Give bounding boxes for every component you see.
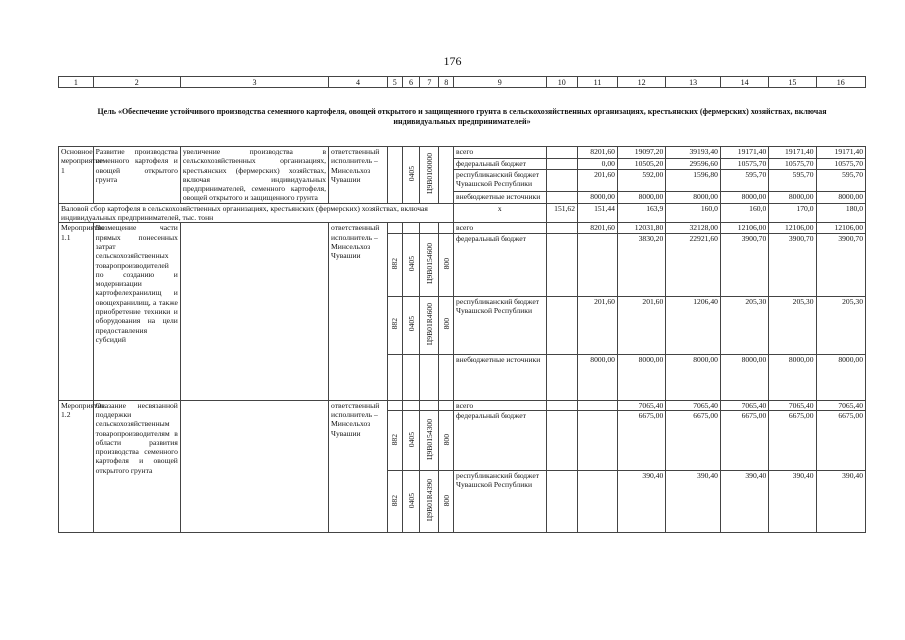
activity-1-1-type: Мероприятие 1.1	[59, 223, 94, 400]
value-cell	[546, 296, 578, 354]
value-cell: 8000,00	[617, 192, 665, 204]
value-cell: 390,40	[769, 470, 816, 532]
section-code-cell	[402, 470, 420, 532]
activity-1-1-row-total	[59, 223, 866, 233]
value-cell: 595,70	[769, 170, 816, 192]
header-col-14: 14	[720, 77, 768, 88]
value-cell: 205,30	[720, 296, 768, 354]
indicator-value: 151,62	[546, 203, 578, 223]
indicator-value: 151,44	[578, 203, 618, 223]
value-cell: 7065,40	[617, 400, 665, 410]
header-col-6: 6	[402, 77, 420, 88]
value-cell: 7065,40	[720, 400, 768, 410]
funding-source: всего	[454, 223, 546, 233]
value-cell: 390,40	[666, 470, 721, 532]
header-col-4: 4	[329, 77, 388, 88]
funding-source: внебюджетные источники	[454, 354, 546, 400]
goal-title: Цель «Обеспечение устойчивого производства семенного картофеля, овощей открытого и защищенного грунта в сельскохозяйственных организациях, крестьянских (фермерских) хозяйствах, включая индивидуальных предпринимателей»	[59, 88, 866, 147]
value-cell: 201,60	[578, 296, 618, 354]
admin-code: 882	[390, 433, 400, 446]
value-cell: 8000,00	[769, 192, 816, 204]
header-col-9: 9	[454, 77, 546, 88]
value-cell: 201,60	[578, 170, 618, 192]
value-cell: 19171,40	[720, 147, 768, 159]
page-number: 176	[443, 54, 462, 68]
expense-code: 800	[441, 318, 451, 330]
main-activity-responsible: ответственный исполнитель – Минсельхоз Чувашии	[329, 147, 388, 204]
activity-1-2-responsible: ответственный исполнитель – Минсельхоз Чувашии	[329, 400, 388, 532]
header-col-16: 16	[816, 77, 865, 88]
value-cell: 19171,40	[769, 147, 816, 159]
value-cell: 10505,20	[617, 158, 665, 170]
value-cell: 8201,60	[578, 147, 618, 159]
admin-code-cell	[387, 233, 402, 296]
value-cell: 29596,60	[666, 158, 721, 170]
empty-code-cell	[402, 354, 420, 400]
section-code: 0405	[406, 492, 416, 508]
main-activity-c7	[420, 147, 439, 204]
value-cell: 592,00	[617, 170, 665, 192]
section-code: 0405	[406, 431, 416, 447]
value-cell: 390,40	[720, 470, 768, 532]
indicator-value: 163,9	[617, 203, 665, 223]
value-cell: 205,30	[816, 296, 865, 354]
value-cell	[578, 400, 618, 410]
value-cell: 201,60	[617, 296, 665, 354]
empty-code-cell	[420, 354, 439, 400]
value-cell: 3900,70	[769, 233, 816, 296]
value-cell: 595,70	[720, 170, 768, 192]
value-cell: 8000,00	[666, 192, 721, 204]
value-cell: 0,00	[578, 158, 618, 170]
activity-1-2-row-total	[59, 400, 866, 410]
value-cell	[546, 233, 578, 296]
value-cell	[546, 147, 578, 159]
admin-code: 882	[390, 494, 400, 507]
header-col-15: 15	[769, 77, 816, 88]
value-cell: 3830,20	[617, 233, 665, 296]
main-activity-name: Развитие производства семенного картофеля и овощей открытого грунта	[93, 147, 180, 204]
value-cell: 7065,40	[769, 400, 816, 410]
main-activity-target-code: Ц9В0100000	[424, 153, 434, 195]
value-cell: 12106,00	[720, 223, 768, 233]
activity-1-1-name: Возмещение части прямых понесенных затрат сельскохозяйственных товаропроизводителей по созданию и модернизации картофелехранилищ и овощехранилищ, а также приобретение техники и оборудования на цели предоставления субсидий	[93, 223, 180, 400]
value-cell: 7065,40	[816, 400, 865, 410]
header-col-1: 1	[59, 77, 94, 88]
main-activity-row-total	[59, 147, 866, 159]
value-cell: 8000,00	[769, 354, 816, 400]
value-cell: 7065,40	[666, 400, 721, 410]
target-code: Ц9В01R4390	[424, 479, 434, 522]
value-cell	[546, 470, 578, 532]
header-row	[59, 77, 866, 88]
indicator-row	[59, 203, 866, 223]
value-cell: 12106,00	[769, 223, 816, 233]
value-cell: 390,40	[617, 470, 665, 532]
funding-source: федеральный бюджет	[454, 158, 546, 170]
funding-source: всего	[454, 400, 546, 410]
value-cell: 22921,60	[666, 233, 721, 296]
expense-code-cell	[439, 233, 454, 296]
admin-code: 882	[390, 257, 400, 270]
funding-source: федеральный бюджет	[454, 410, 546, 470]
activity-1-1-responsible: ответственный исполнитель – Минсельхоз Чувашии	[329, 223, 388, 400]
expense-code: 800	[441, 494, 451, 507]
empty-code-cell	[420, 400, 439, 410]
value-cell: 6675,00	[720, 410, 768, 470]
expense-code: 800	[441, 433, 451, 446]
value-cell: 8000,00	[578, 354, 618, 400]
target-code-cell	[420, 296, 439, 354]
activity-1-2-goal	[180, 400, 328, 532]
value-cell: 12106,00	[816, 223, 865, 233]
value-cell	[546, 170, 578, 192]
header-col-2: 2	[93, 77, 180, 88]
section-code: 0405	[406, 255, 416, 272]
empty-code-cell	[402, 223, 420, 233]
value-cell: 1596,80	[666, 170, 721, 192]
expense-code-cell	[439, 410, 454, 470]
value-cell: 8000,00	[720, 192, 768, 204]
empty-code-cell	[420, 223, 439, 233]
value-cell: 1206,40	[666, 296, 721, 354]
main-activity-c8	[439, 147, 454, 204]
main-activity-section-code: 0405	[406, 166, 416, 182]
expense-code-cell	[439, 296, 454, 354]
expense-code-cell	[439, 470, 454, 532]
empty-code-cell	[439, 400, 454, 410]
value-cell: 205,30	[769, 296, 816, 354]
header-col-13: 13	[666, 77, 721, 88]
value-cell	[546, 223, 578, 233]
funding-source: всего	[454, 147, 546, 159]
value-cell	[546, 400, 578, 410]
header-col-10: 10	[546, 77, 578, 88]
value-cell	[546, 192, 578, 204]
empty-code-cell	[439, 223, 454, 233]
value-cell: 390,40	[816, 470, 865, 532]
header-col-11: 11	[578, 77, 618, 88]
value-cell: 8000,00	[578, 192, 618, 204]
value-cell: 3900,70	[720, 233, 768, 296]
indicator-text: Валовой сбор картофеля в сельскохозяйственных организациях, крестьянских (фермерских) хозяйствах, включая индивидуальных предпринимателей, тыс. тонн	[59, 203, 454, 223]
admin-code-cell	[387, 296, 402, 354]
value-cell: 10575,70	[769, 158, 816, 170]
header-col-7: 7	[420, 77, 439, 88]
admin-code-cell	[387, 410, 402, 470]
value-cell: 19097,20	[617, 147, 665, 159]
funding-source: внебюджетные источники	[454, 192, 546, 204]
header-col-12: 12	[617, 77, 665, 88]
activity-1-2-type: Мероприятие 1.2	[59, 400, 94, 532]
main-activity-c6	[402, 147, 420, 204]
value-cell: 6675,00	[816, 410, 865, 470]
value-cell: 3900,70	[816, 233, 865, 296]
indicator-value: 160,0	[720, 203, 768, 223]
target-code: Ц9В0154300	[424, 418, 434, 460]
value-cell: 10575,70	[720, 158, 768, 170]
empty-code-cell	[387, 400, 402, 410]
budget-table	[58, 76, 866, 533]
funding-source: республиканский бюджет Чувашской Республики	[454, 470, 546, 532]
section-code: 0405	[406, 316, 416, 332]
section-code-cell	[402, 410, 420, 470]
funding-source: республиканский бюджет Чувашской Республики	[454, 170, 546, 192]
section-code-cell	[402, 296, 420, 354]
value-cell: 6675,00	[666, 410, 721, 470]
value-cell: 19171,40	[816, 147, 865, 159]
value-cell: 595,70	[816, 170, 865, 192]
target-code-cell	[420, 470, 439, 532]
value-cell: 39193,40	[666, 147, 721, 159]
empty-code-cell	[402, 400, 420, 410]
value-cell: 8000,00	[617, 354, 665, 400]
value-cell	[578, 233, 618, 296]
header-col-8: 8	[439, 77, 454, 88]
indicator-value: 160,0	[666, 203, 721, 223]
target-code: Ц9В0154600	[424, 243, 434, 284]
value-cell	[546, 410, 578, 470]
admin-code-cell	[387, 470, 402, 532]
value-cell: 12031,80	[617, 223, 665, 233]
main-activity-goal: увеличение производства в сельскохозяйственных организациях, крестьянских (фермерских) хозяйствах, включая индивидуальных предпринимателей, семенного картофеля, овощей открытого и защищенного грунта	[180, 147, 328, 204]
activity-1-1-goal	[180, 223, 328, 400]
main-activity-c5	[387, 147, 402, 204]
value-cell	[578, 410, 618, 470]
indicator-value: 170,0	[769, 203, 816, 223]
activity-1-2-name: Оказание несвязанной поддержки сельскохозяйственным товаропроизводителям в области развития производства семенного картофеля и овощей открытого грунта	[93, 400, 180, 532]
value-cell: 8000,00	[720, 354, 768, 400]
value-cell: 8201,60	[578, 223, 618, 233]
value-cell	[546, 158, 578, 170]
value-cell: 6675,00	[617, 410, 665, 470]
value-cell: 10575,70	[816, 158, 865, 170]
funding-source: республиканский бюджет Чувашской Республики	[454, 296, 546, 354]
target-code: Ц9В01R4600	[424, 302, 434, 346]
indicator-value: 180,0	[816, 203, 865, 223]
header-col-5: 5	[387, 77, 402, 88]
admin-code: 882	[390, 318, 400, 330]
empty-code-cell	[439, 354, 454, 400]
value-cell: 6675,00	[769, 410, 816, 470]
header-col-3: 3	[180, 77, 328, 88]
indicator-mark: х	[454, 203, 546, 223]
target-code-cell	[420, 410, 439, 470]
goal-row	[59, 88, 866, 147]
main-activity-type: Основное мероприятие 1	[59, 147, 94, 204]
funding-source: федеральный бюджет	[454, 233, 546, 296]
empty-code-cell	[387, 223, 402, 233]
value-cell: 8000,00	[816, 192, 865, 204]
value-cell: 8000,00	[666, 354, 721, 400]
value-cell: 8000,00	[816, 354, 865, 400]
value-cell	[578, 470, 618, 532]
value-cell: 32128,00	[666, 223, 721, 233]
empty-code-cell	[387, 354, 402, 400]
section-code-cell	[402, 233, 420, 296]
expense-code: 800	[441, 257, 451, 270]
value-cell	[546, 354, 578, 400]
target-code-cell	[420, 233, 439, 296]
